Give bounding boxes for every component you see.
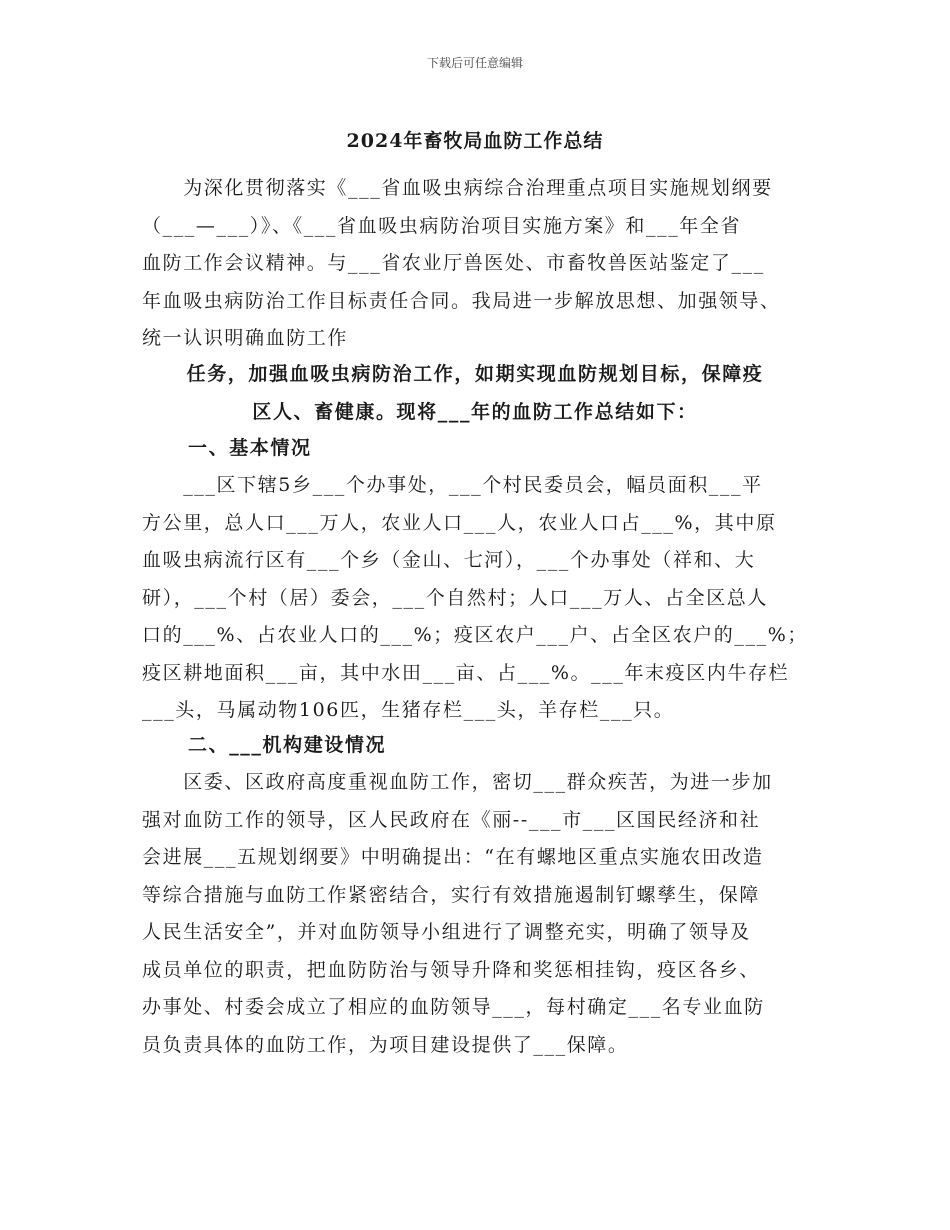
intro-line: 为深化贯彻落实《___省血吸虫病综合治理重点项目实施规划纲要	[142, 177, 773, 199]
section2-line: 成员单位的职责，把血防防治与领导升降和奖惩相挂钩，疫区各乡、	[142, 958, 761, 981]
section1-line: 口的___%、占农业人口的___%；疫区农户___户、占全区农户的___%；	[142, 624, 808, 646]
intro-line: 年血吸虫病防治工作目标责任合同。我局进一步解放思想、加强领导、	[142, 289, 781, 312]
section1-heading-text: 一、基本情况	[188, 437, 312, 459]
intro-paragraph	[142, 170, 822, 358]
section2-line: 会进展___五规划纲要》中明确提出：“在有螺地区重点实施农田改造	[142, 846, 764, 868]
bold-line: 区人、畜健康。现将___年的血防工作总结如下：	[252, 400, 698, 423]
section1-line: 血吸虫病流行区有___个乡（金山、七河），___个办事处（祥和、大	[142, 549, 756, 571]
section2-line: 办事处、村委会成立了相应的血防领导___，每村确定___名专业血防	[142, 996, 765, 1018]
intro-line: 统一认识明确血防工作	[142, 327, 349, 349]
bold-paragraph	[0, 356, 950, 431]
section2-line: 等综合措施与血防工作紧密结合，实行有效措施遏制钉螺孳生，保障	[142, 883, 761, 906]
section1-line: ___区下辖5乡___个办事处，___个村民委员会，幅员面积___平	[142, 474, 763, 496]
section2-line: 强对血防工作的领导，区人民政府在《丽--___市___区国民经济和社	[142, 808, 761, 831]
section1-line: ___头，马属动物106匹，生猪存栏___头，羊存栏___只。	[142, 699, 675, 721]
section2-line: 人民生活安全”，并对血防领导小组进行了调整充实，明确了领导及	[142, 921, 751, 943]
section1-line: 疫区耕地面积___亩，其中水田___亩、占___%。___年末疫区内牛存栏	[142, 661, 790, 684]
intro-line: （___—___）》、《___省血吸虫病防治项目实施方案》和___年全省	[142, 214, 742, 237]
section1-heading	[188, 430, 868, 468]
section1-line: 方公里，总人口___万人，农业人口___人，农业人口占___%，其中原	[142, 511, 777, 534]
header-note: 下载后可任意编辑	[426, 56, 523, 70]
section1-line: 研），___个村（居）委会，___个自然村；人口___万人、占全区总人	[142, 586, 769, 609]
bold-line: 任务，加强血吸虫病防治工作，如期实现血防规划目标，保障疫	[186, 363, 764, 385]
section2-heading-text: 二、___机构建设情况	[188, 734, 387, 756]
section2-line: 区委、区政府高度重视血防工作，密切___群众疾苦，为进一步加	[142, 771, 773, 793]
section2-line: 员负责具体的血防工作，为项目建设提供了___保障。	[142, 1033, 629, 1056]
intro-line: 血防工作会议精神。与___省农业厅兽医处、市畜牧兽医站鉴定了___	[142, 252, 765, 274]
section1-paragraph	[142, 467, 822, 730]
section2-heading	[188, 727, 868, 765]
section2-paragraph	[142, 764, 822, 1064]
document-title: 2024年畜牧局血防工作总结	[346, 130, 604, 152]
